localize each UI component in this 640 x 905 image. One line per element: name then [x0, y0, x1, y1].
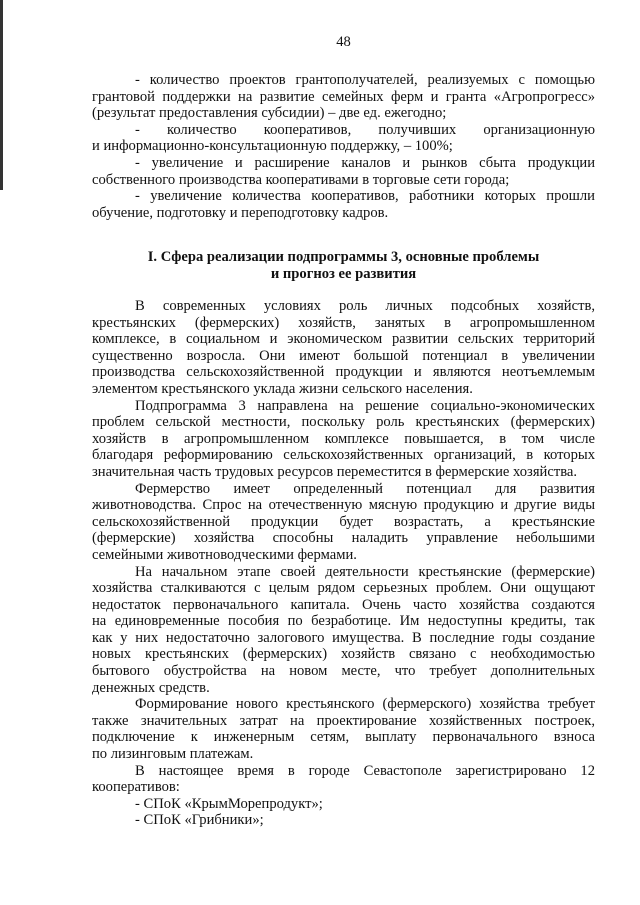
text-line: денежных средств.	[92, 679, 210, 696]
text-line: - увеличение количества кооперативов, работники которых прошли	[135, 188, 595, 205]
paragraph	[92, 763, 595, 796]
text-line: по лизинговым платежам.	[92, 746, 254, 763]
page-number: 48	[336, 34, 351, 50]
text-line: и информационно-консультационную поддержку, – 100%;	[92, 138, 453, 155]
text-line: Подпрограмма 3 направлена на решение социально-экономических	[135, 397, 595, 414]
text-line: - количество проектов грантополучателей, реализуемых с помощью	[135, 72, 595, 88]
text-line: производства сельскохозяйственной продукции и являются неотъемлемым	[92, 364, 595, 381]
list-item	[92, 188, 595, 221]
heading-line: и прогноз ее развития	[270, 265, 417, 282]
text-line: грантовой поддержки на развитие семейных ферм и гранта «Агропрогресс»	[92, 88, 595, 105]
text-line: бытового обустройства на новом месте, что требует дополнительных	[92, 663, 595, 680]
text-line: Фермерство имеет определенный потенциал для развития	[135, 480, 595, 497]
text-line: элементом крестьянского уклада жизни сельского населения.	[92, 380, 473, 397]
text-line: кооперативов:	[92, 779, 180, 796]
text-line: благодаря реформированию сельскохозяйственных организаций, в которых	[92, 447, 595, 464]
text-line: крестьянских (фермерских) хозяйств, занятых в агропромышленном	[92, 314, 595, 331]
text-line: проблем сельской местности, поскольку роль крестьянских (фермерских)	[92, 414, 595, 431]
text-line: собственного производства кооперативами в торговые сети города;	[92, 171, 510, 188]
text-line: хозяйств в агропромышленном комплексе повышается, в том числе	[92, 430, 595, 447]
text-line: сельскохозяйственной продукции будет возрастать, а крестьянские	[92, 513, 595, 530]
body-text	[92, 298, 595, 829]
text-line: также значительных затрат на проектирование хозяйственных построек,	[92, 712, 595, 729]
text-line: (фермерские) хозяйства способны наладить управление небольшими	[92, 530, 595, 547]
section-heading	[92, 249, 595, 282]
cooperative-list	[92, 796, 595, 829]
text-line: на единовременные пособия по безработице. Им недоступны кредиты, так	[92, 613, 595, 630]
text-line: хозяйства сталкиваются с целым рядом серьезных проблем. Они ощущают	[92, 580, 595, 597]
paragraph	[92, 564, 595, 697]
text-line: подключение к инженерным сетям, выплату первоначального взноса	[92, 729, 595, 746]
results-list	[92, 72, 595, 221]
text-line: существенно возросла. Они имеют большой потенциал в увеличении	[92, 347, 595, 364]
text-line: недостаток первоначального капитала. Очень часто хозяйства создаются	[92, 596, 595, 613]
text-line: семейными животноводческими фермами.	[92, 546, 357, 563]
text-line: - увеличение и расширение каналов и рынков сбыта продукции	[135, 154, 595, 171]
text-line: животноводства. Спрос на отечественную мясную продукцию и другие виды	[92, 497, 595, 514]
text-line: новых крестьянских (фермерских) хозяйств связано с необходимостью	[92, 646, 595, 663]
list-item	[92, 155, 595, 188]
list-item	[92, 72, 595, 122]
text-line: В настоящее время в городе Севастополе зарегистрировано 12	[135, 762, 595, 779]
text-line: комплексе, в социальном и экономическом развитии сельских территорий	[92, 331, 595, 348]
list-item: - СПоК «КрымМорепродукт»;	[135, 795, 323, 812]
text-line: Формирование нового крестьянского (фермерского) хозяйства требует	[135, 696, 595, 713]
left-edge-rule	[0, 0, 3, 190]
list-item	[92, 122, 595, 155]
text-line: В современных условиях роль личных подсобных хозяйств,	[135, 298, 595, 314]
paragraph	[92, 298, 595, 398]
text-line: как у них недостаточно залогового имущества. В последние годы создание	[92, 629, 595, 646]
text-line: обучение, подготовку и переподготовку кадров.	[92, 204, 389, 221]
text-line: На начальном этапе своей деятельности крестьянские (фермерские)	[135, 563, 595, 580]
text-line: (результат предоставления субсидии) – две ед. ежегодно;	[92, 105, 447, 122]
list-item: - СПоК «Грибники»;	[135, 812, 264, 829]
paragraph	[92, 481, 595, 564]
text-line: значительная часть трудовых ресурсов переместится в фермерские хозяйства.	[92, 463, 578, 480]
heading-line: I. Сфера реализации подпрограммы 3, основные проблемы	[147, 249, 540, 265]
paragraph	[92, 398, 595, 481]
paragraph	[92, 696, 595, 762]
text-line: - количество кооперативов, получивших организационную	[135, 121, 595, 138]
